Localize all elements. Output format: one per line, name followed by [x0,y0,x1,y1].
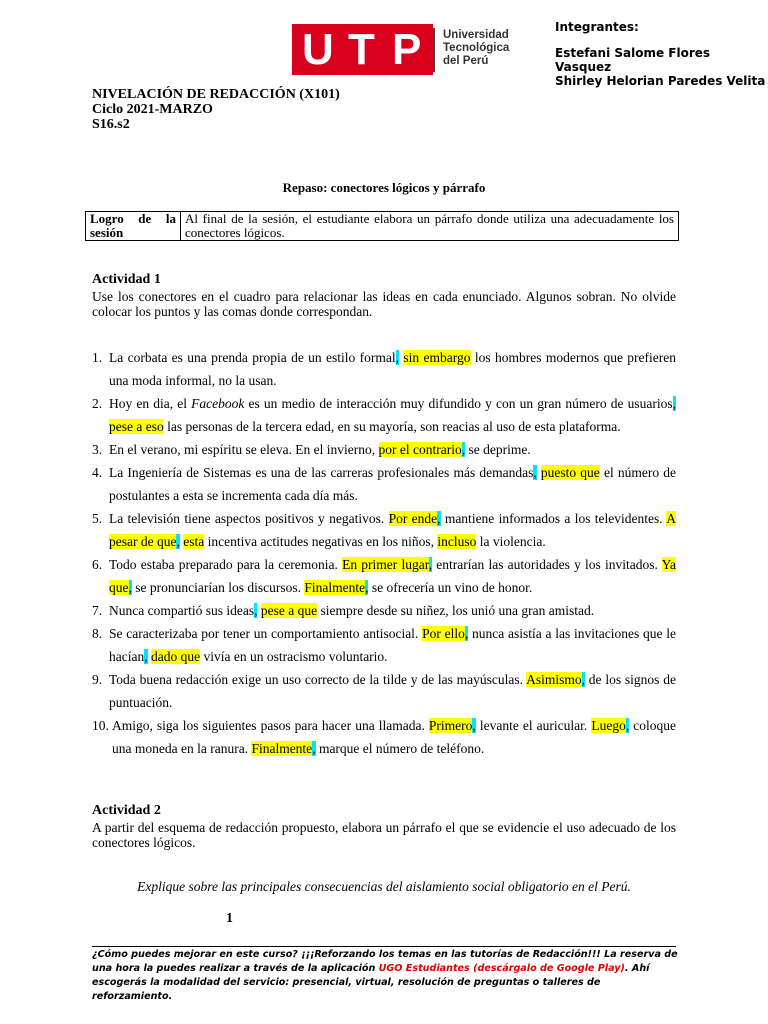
exercise-item [92,668,676,714]
exercise-text: entrarían las autoridades y los invitados. [432,557,662,572]
connector-highlight: Primero [428,718,473,733]
exercise-number: 2. [92,396,103,411]
exercise-text: siempre desde su niñez, los unió una gran amistad. [317,603,595,618]
connector-highlight: Por ello [422,626,465,641]
comma-highlight: , [176,534,180,549]
actividad-1-heading: Actividad 1 [92,272,161,287]
exercise-number: 5. [92,511,103,526]
exercise-text: vivía en un ostracismo voluntario. [200,649,388,664]
exercise-text: Todo estaba preparado para la ceremonia. [109,557,343,572]
logo-name-line: del Perú [443,55,489,67]
comma-highlight: , [464,626,469,641]
connector-highlight: Asimismo [526,672,582,687]
page-title: Repaso: conectores lógicos y párrafo [282,180,486,195]
exercise-text: Hoy en dia, el [109,396,192,411]
exercise-text: Facebook [191,396,245,411]
exercise-item [92,622,676,668]
connector-highlight: pese a que [260,603,318,618]
exercise-text: los hombres modernos que prefieren una moda informal, no la usan. [109,350,677,388]
logo-letter-t: T [348,25,375,74]
actividad-2-heading: Actividad 2 [92,803,161,818]
exercise-number: 3. [92,442,103,457]
exercise-text: el número de postulantes a esta se incrementa cada día más. [109,465,676,503]
exercise-item [92,392,676,438]
exercise-item [92,346,676,392]
exercise-text: Amigo, siga los siguientes pasos para hacer una llamada. [112,718,429,733]
exercise-item [92,461,676,507]
exercise-text: levante el auricular. [475,718,592,733]
comma-highlight: , [472,718,476,733]
exercise-number: 9. [92,672,103,687]
course-name: NIVELACIÓN DE REDACCIÓN (X101) [92,87,340,102]
course-session: S16.s2 [92,117,130,132]
exercise-text: de los signos de puntuación. [109,672,676,710]
exercise-text: incentiva actitudes negativas en los niños, [204,534,438,549]
exercise-text: es un medio de interacción muy difundido y con un gran número de usuarios [244,396,673,411]
comma-highlight: , [128,580,132,595]
connector-highlight: incluso [437,534,477,549]
exercise-text: En el verano, mi espíritu se eleva. En el invierno, [109,442,379,457]
course-cycle: Ciclo 2021-MARZO [92,102,213,117]
connector-highlight: En primer lugar [342,557,429,572]
exercise-item [92,599,676,622]
exercise-number: 1. [92,350,103,365]
logo-separator [433,28,435,72]
exercise-text: La Ingeniería de Sistemas es una de las carreras profesionales más demandas [109,465,534,480]
exercise-text: la violencia. [476,534,546,549]
exercise-number: 8. [92,626,103,641]
utp-logo [292,24,512,76]
footer-app-name: UGO Estudiantes (descárgalo de Google Play) [378,963,625,974]
comma-highlight: , [144,649,148,664]
comma-highlight: , [625,718,630,733]
exercise-text: coloque una moneda en la ranura. [112,718,676,756]
logro-label: Logro de la sesión [86,212,181,241]
connector-highlight: Finalmente [251,741,313,756]
exercise-text: marque el número de teléfono. [315,741,485,756]
exercise-text: La televisión tiene aspectos positivos y negativos. [109,511,389,526]
footer-text: . Ahí escogerás la modalidad del servicio: presencial, virtual, resolución de preguntas o talleres de reforzamiento. [92,963,650,1002]
exercise-item [92,438,676,461]
footer-divider [92,946,676,947]
exercise-text: las personas de la tercera edad, en su mayoría, son reacias al uso de esta plataforma. [163,419,621,434]
exercise-item [92,553,676,599]
connector-highlight: esta [183,534,205,549]
footer-note [92,948,682,1004]
logo-name-line: Tecnológica [443,42,510,54]
connector-highlight: sin embargo [403,350,471,365]
page-number: 1 [226,911,233,926]
comma-highlight: , [365,580,369,595]
exercise-item [92,714,676,760]
exercise-text: se deprime. [465,442,531,457]
connector-highlight: por el contrario [378,442,462,457]
comma-highlight: , [428,557,433,572]
comma-highlight: , [533,465,537,480]
connector-highlight: Ya que [109,557,676,595]
writing-prompt: Explique sobre las principales consecuencias del aislamiento social obligatorio en el Perú. [137,879,631,894]
logo-name-line: Universidad [443,29,509,41]
logo-university-name [443,29,523,68]
comma-highlight: , [395,350,400,365]
exercise-number: 4. [92,465,103,480]
actividad-2-instructions: A partir del esquema de redacción propuesto, elabora un párrafo el que se evidencie el uso adecuado de los conectores lógicos. [92,820,676,850]
comma-highlight: , [254,603,258,618]
logo-letter-p: P [392,25,422,74]
team-heading: Integrantes: [555,20,639,34]
comma-highlight: , [581,672,585,687]
connector-highlight: Luego [591,718,626,733]
team-member: Estefani Salome Flores Vasquez [555,46,711,74]
exercise-text: se ofrecería un vino de honor. [368,580,533,595]
exercise-text: mantiene informados a los televidentes. [440,511,667,526]
exercise-number: 7. [92,603,103,618]
footer-text: ¿Cómo puedes mejorar en este curso? ¡¡¡Reforzando los temas en las tutorías de Redacción!!! La reserva de una hora la puedes realizar a través de la aplicación [92,949,678,974]
actividad-1-instructions: Use los conectores en el cuadro para relacionar las ideas en cada enunciado. Algunos sobran. No olvide colocar los puntos y las comas donde correspondan. [92,289,676,319]
exercise-text: Se caracterizaba por tener un comportamiento antisocial. [109,626,423,641]
connector-highlight: pese a eso [109,419,164,434]
exercise-text: La corbata es una prenda propia de un estilo formal [109,350,396,365]
connector-highlight: dado que [150,649,201,664]
exercise-number: 6. [92,557,103,572]
logo-red-box [292,24,433,75]
comma-highlight: , [672,396,676,411]
team-member: Shirley Helorian Paredes Velita [555,74,766,88]
comma-highlight: , [437,511,441,526]
logro-table [85,211,679,241]
exercise-text: Nunca compartió sus ideas [109,603,255,618]
comma-highlight: , [461,442,466,457]
connector-highlight: Por ende [388,511,438,526]
logro-text: Al final de la sesión, el estudiante elabora un párrafo donde utiliza una adecuadamente los conectores lógicos. [181,212,679,241]
exercise-text: se pronunciarían los discursos. [131,580,305,595]
connector-highlight: A pesar de que [109,511,676,549]
exercise-number: 10. [92,718,109,733]
exercise-list [92,346,676,760]
comma-highlight: , [312,741,316,756]
exercise-item [92,507,676,553]
logo-letter-u: U [302,25,334,74]
connector-highlight: puesto que [540,465,600,480]
exercise-text: nunca asistía a las invitaciones que le hacían [109,626,676,664]
connector-highlight: Finalmente [304,580,366,595]
exercise-text: Toda buena redacción exige un uso correcto de la tilde y de las mayúsculas. [109,672,527,687]
